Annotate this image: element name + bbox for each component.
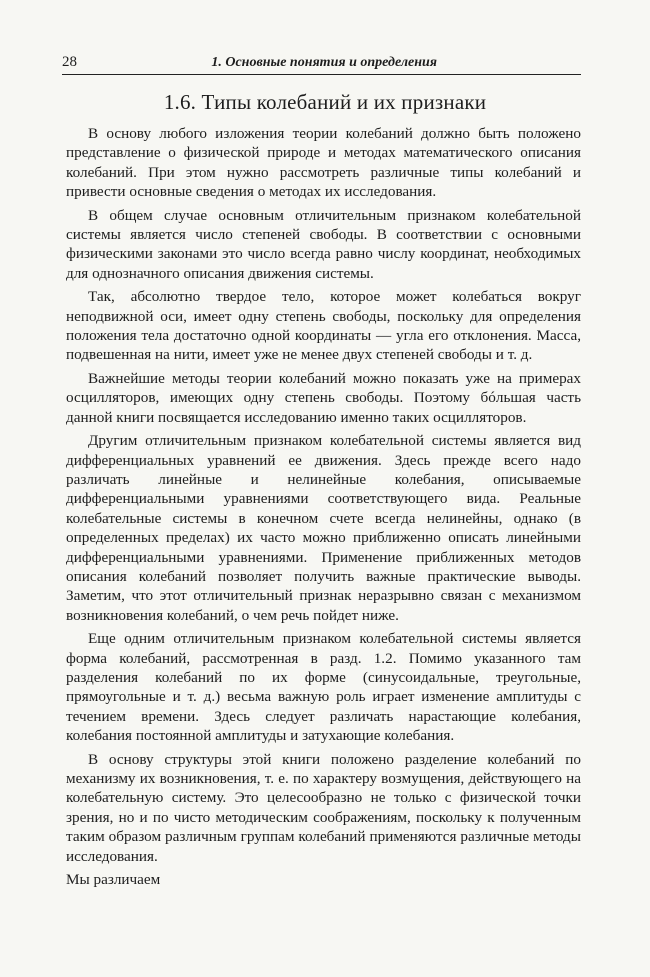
paragraph: В общем случае основным отличительным признаком колебательной системы является число степеней свободы. В соответствии с основными физическими законами это число всегда равно числу координат, необходимых для однозначного описания движения системы. [66, 206, 581, 282]
paragraph: В основу структуры этой книги положено разделение колебаний по механизму их возникновения, т. е. по характеру возмущения, действующего на колебательную систему. Это целесообразно не только с физической точки зрения, но и по чисто методическим соображениям, поскольку к полученным таким образом различным группам колебаний применяются различные методы исследования. [66, 750, 581, 865]
paragraph: В основу любого изложения теории колебаний должно быть положено представление о физической природе и методах математического описания колебаний. При этом нужно рассмотреть различные типы колебаний и привести основные сведения о методах их исследования. [66, 125, 581, 201]
page-number: 28 [62, 54, 77, 70]
body-text [66, 124, 581, 893]
section-title: 1.6. Типы колебаний и их признаки [163, 90, 487, 114]
paragraph: Важнейшие методы теории колебаний можно показать уже на примерах осцилляторов, имеющих одну степень свободы. Поэтому бóльшая часть данной книги посвящается исследованию именно таких осцилляторов. [66, 369, 581, 426]
paragraph: Так, абсолютно твердое тело, которое может колебаться вокруг неподвижной оси, имеет одну степень свободы, поскольку для определения положения тела достаточно одной координаты — угла его отклонения. Масса, подвешенная на нити, имеет уже не менее двух степеней свободы и т. д. [66, 288, 581, 364]
paragraph: Мы различаем [66, 871, 161, 889]
page-header [62, 52, 581, 75]
paragraph: Другим отличительным признаком колебательной системы является вид дифференциальных уравнений ее движения. Здесь прежде всего надо различать линейные и нелинейные колебания, описываемые дифференциальными уравнениями соответствующего вида. Реальные колебательные системы в конечном счете всегда нелинейны, однако (в определенных пределах) их часто можно приближенно описать линейными дифференциальными уравнениями. Применение приближенных методов описания колебаний позволяет получить важные практические выводы. Заметим, что этот отличительный признак неразрывно связан с механизмом возникновения колебаний, о чем речь пойдет ниже. [66, 432, 581, 624]
paragraph: Еще одним отличительным признаком колебательной системы является форма колебаний, рассмотренная в разд. 1.2. Помимо указанного там разделения колебаний по их форме (синусоидальные, треугольные, прямоугольные и т. д.) весьма важную роль играет изменение амплитуды с течением времени. Здесь следует различать нарастающие колебания, колебания постоянной амплитуды и затухающие колебания. [66, 630, 581, 745]
running-head: 1. Основные понятия и определения [211, 55, 437, 70]
